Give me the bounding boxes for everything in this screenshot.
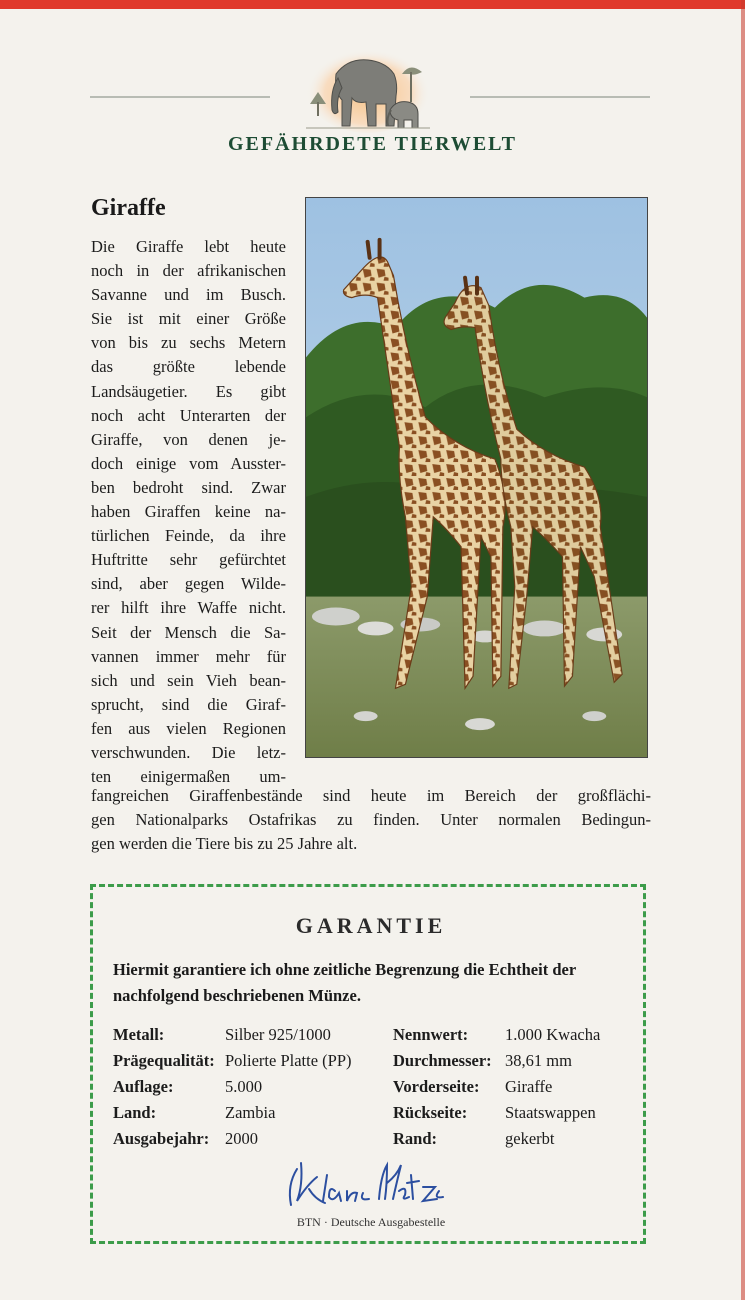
signature-caption: BTN · Deutsche Ausgabestelle [296, 1215, 446, 1229]
elephants-emblem-icon [298, 44, 438, 134]
guarantee-statement-line-2: nachfolgend beschriebenen Münze. [113, 986, 361, 1005]
header-rule-right [470, 96, 650, 98]
spec-label: Prägequalität: [113, 1051, 215, 1070]
article-body-narrow [91, 235, 286, 789]
article-line: türlichen Feinde, da ihre [91, 526, 286, 546]
spec-label: Rückseite: [393, 1103, 468, 1122]
top-red-strip [0, 0, 745, 9]
article-line: sind, aber gegen Wilde- [91, 574, 286, 594]
article-line: Sie ist mit einer Größe [91, 309, 286, 329]
spec-value: 2000 [225, 1129, 258, 1148]
article-line: ben bedroht sind. Zwar [91, 477, 286, 497]
article-line: sprucht, sind die Giraf- [91, 694, 286, 714]
article-line: gen Nationalparks Ostafrikas zu finden. Unter normalen Bedingun- [91, 810, 651, 830]
spec-label: Rand: [393, 1129, 438, 1148]
article-line: vannen immer mehr für [91, 646, 286, 666]
spec-value: 38,61 mm [505, 1051, 572, 1070]
spec-label: Auflage: [113, 1077, 174, 1096]
article-line: Landsäugetier. Es gibt [91, 381, 286, 401]
article-line: noch in der afrikanischen [91, 261, 286, 281]
guarantee-title: GARANTIE [295, 913, 447, 938]
spec-label: Vorderseite: [393, 1077, 480, 1096]
spec-label: Nennwert: [393, 1025, 469, 1044]
header-rule-left [90, 96, 270, 98]
spec-value: 5.000 [225, 1077, 263, 1096]
article-line: haben Giraffen keine na- [91, 502, 286, 522]
article-line: fangreichen Giraffenbestände sind heute im Bereich der großflächi- [91, 786, 651, 805]
spec-label: Metall: [113, 1025, 165, 1044]
guarantee-statement [113, 957, 633, 1009]
article-line: Die Giraffe lebt heute [91, 237, 286, 256]
spec-value: Giraffe [505, 1077, 553, 1096]
spec-label: Durchmesser: [393, 1051, 492, 1070]
spec-value: Zambia [225, 1103, 276, 1122]
article-line: ten einigermaßen um- [91, 767, 286, 787]
article-line: Giraffe, von denen je- [91, 429, 286, 449]
article-line: sich und sein Vieh bean- [91, 670, 286, 690]
article-line: noch acht Unterarten der [91, 405, 286, 425]
article-line: fen aus vielen Regionen [91, 718, 286, 738]
spec-value: gekerbt [505, 1129, 555, 1148]
spec-label: Ausgabejahr: [113, 1129, 210, 1148]
guarantee-box [90, 884, 646, 1244]
article-line: verschwunden. Die letz- [91, 742, 286, 762]
spec-value: Staatswappen [505, 1103, 596, 1122]
right-edge-strip [741, 0, 745, 1300]
article-line: doch einige vom Ausster- [91, 453, 286, 473]
article-line: Savanne und im Busch. [91, 285, 286, 305]
article-line: Huftritte sehr gefürchtet [91, 550, 286, 570]
spec-value: Silber 925/1000 [225, 1025, 331, 1044]
article-line: rer hilft ihre Waffe nicht. [91, 598, 286, 618]
article-line: von bis zu sechs Metern [91, 333, 286, 353]
giraffe-photo [305, 197, 648, 758]
spec-value: Polierte Platte (PP) [225, 1051, 352, 1070]
article-line: Seit der Mensch die Sa- [91, 622, 286, 642]
article-body-wide [91, 784, 651, 856]
guarantee-statement-line-1: Hiermit garantiere ich ohne zeitliche Begrenzung die Echtheit der [113, 960, 577, 979]
section-title: GEFÄHRDETE TIERWELT [227, 133, 518, 155]
article-line: das größte lebende [91, 357, 286, 377]
article-line: gen werden die Tiere bis zu 25 Jahre alt. [91, 834, 358, 854]
article-title: Giraffe [91, 195, 166, 221]
spec-label: Land: [113, 1103, 157, 1122]
signature-image [283, 1155, 453, 1217]
spec-value: 1.000 Kwacha [505, 1025, 601, 1044]
